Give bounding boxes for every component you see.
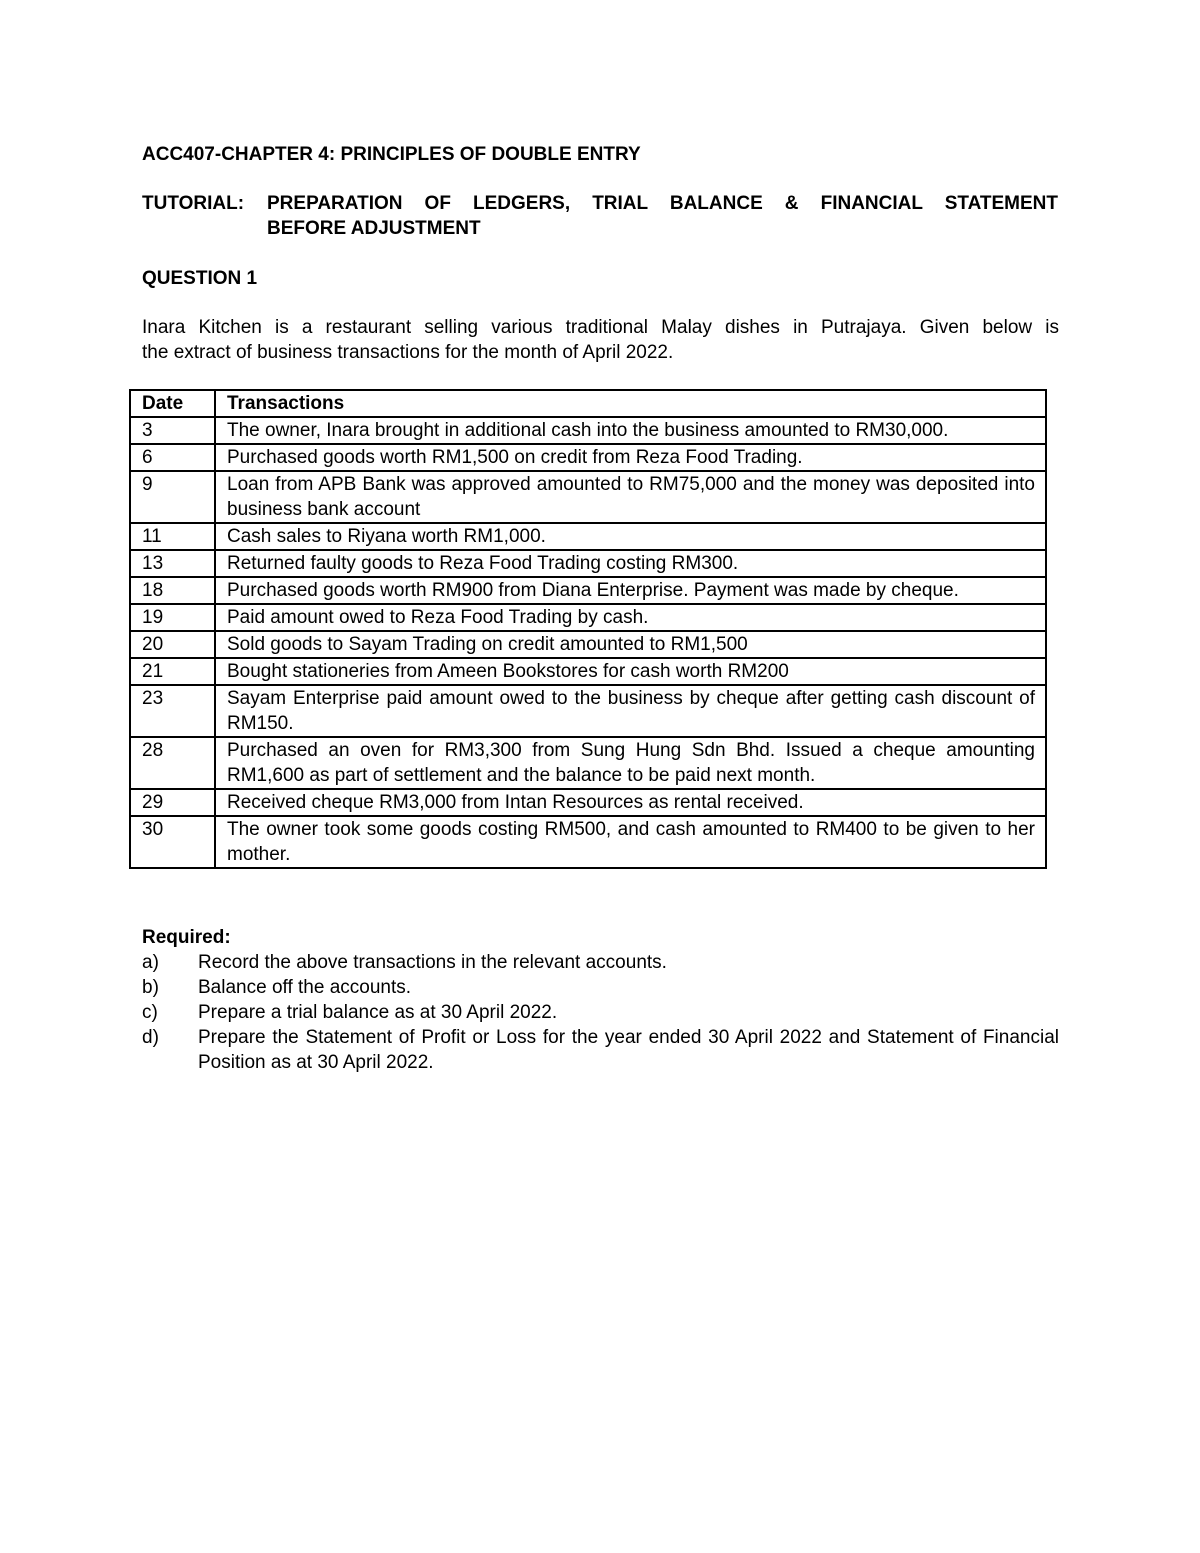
transaction-description: Paid amount owed to Reza Food Trading by cash. [215,604,1046,631]
list-item-text: Balance off the accounts. [198,977,412,998]
transactions-table [129,389,1047,869]
list-item-marker: d) [142,1027,159,1048]
intro-line: the extract of business transactions for the month of April 2022. [142,342,674,363]
transaction-description: The owner took some goods costing RM500, and cash amounted to RM400 to be given to her mother. [215,816,1046,868]
table-row [130,816,1046,868]
transaction-date: 29 [130,789,215,816]
chapter-title: ACC407-CHAPTER 4: PRINCIPLES OF DOUBLE ENTRY [142,144,641,165]
transaction-date: 18 [130,577,215,604]
transaction-description: Returned faulty goods to Reza Food Trading costing RM300. [215,550,1046,577]
list-item-text: Prepare a trial balance as at 30 April 2022. [198,1002,558,1023]
transaction-date: 30 [130,816,215,868]
table-row [130,417,1046,444]
list-item [142,975,1059,1000]
table-row [130,523,1046,550]
question-title: QUESTION 1 [142,268,258,289]
transactions-column-header: Transactions [215,390,1046,417]
list-item-marker: c) [142,1002,158,1023]
transaction-description: Bought stationeries from Ameen Bookstores for cash worth RM200 [215,658,1046,685]
transaction-date: 9 [130,471,215,523]
transaction-description: Purchased an oven for RM3,300 from Sung Hung Sdn Bhd. Issued a cheque amounting RM1,600 as part of settlement and the balance to be paid next month. [215,737,1046,789]
intro-paragraph [142,315,1059,365]
required-list [142,950,1059,1075]
table-row [130,685,1046,737]
date-column-header: Date [130,390,215,417]
list-item [142,1025,1059,1075]
table-row [130,737,1046,789]
transaction-description: Purchased goods worth RM900 from Diana Enterprise. Payment was made by cheque. [215,577,1046,604]
transaction-description: Loan from APB Bank was approved amounted to RM75,000 and the money was deposited into business bank account [215,471,1046,523]
transaction-date: 23 [130,685,215,737]
table-row [130,471,1046,523]
table-row [130,658,1046,685]
transaction-date: 3 [130,417,215,444]
transaction-date: 28 [130,737,215,789]
tutorial-label: TUTORIAL: [142,193,245,214]
transaction-date: 20 [130,631,215,658]
tutorial-title-line: PREPARATION OF LEDGERS, TRIAL BALANCE & FINANCIAL STATEMENT [267,193,1058,214]
list-item [142,1000,1059,1025]
transactions-table-body [130,417,1046,868]
table-row [130,550,1046,577]
transaction-description: Received cheque RM3,000 from Intan Resources as rental received. [215,789,1046,816]
table-row [130,789,1046,816]
list-item-text: Prepare the Statement of Profit or Loss for the year ended 30 April 2022 and Statement of Financial Position as at 30 April 2022. [198,1027,1059,1073]
transaction-date: 19 [130,604,215,631]
list-item-marker: a) [142,952,159,973]
transaction-date: 21 [130,658,215,685]
transaction-date: 13 [130,550,215,577]
table-row [130,444,1046,471]
transaction-description: Cash sales to Riyana worth RM1,000. [215,523,1046,550]
table-row [130,631,1046,658]
transaction-description: Sold goods to Sayam Trading on credit amounted to RM1,500 [215,631,1046,658]
list-item [142,950,1059,975]
transaction-date: 11 [130,523,215,550]
required-section [142,925,1059,1075]
required-title: Required: [142,927,231,948]
table-row [130,604,1046,631]
transaction-description: Purchased goods worth RM1,500 on credit from Reza Food Trading. [215,444,1046,471]
table-row [130,577,1046,604]
transaction-date: 6 [130,444,215,471]
intro-line: Inara Kitchen is a restaurant selling various traditional Malay dishes in Putrajaya. Given below is [142,317,1059,338]
transaction-description: The owner, Inara brought in additional cash into the business amounted to RM30,000. [215,417,1046,444]
transaction-description: Sayam Enterprise paid amount owed to the business by cheque after getting cash discount of RM150. [215,685,1046,737]
table-header-row [130,390,1046,417]
tutorial-title-line: BEFORE ADJUSTMENT [267,218,481,239]
tutorial-title [267,191,1058,241]
list-item-text: Record the above transactions in the relevant accounts. [198,952,667,973]
list-item-marker: b) [142,977,159,998]
